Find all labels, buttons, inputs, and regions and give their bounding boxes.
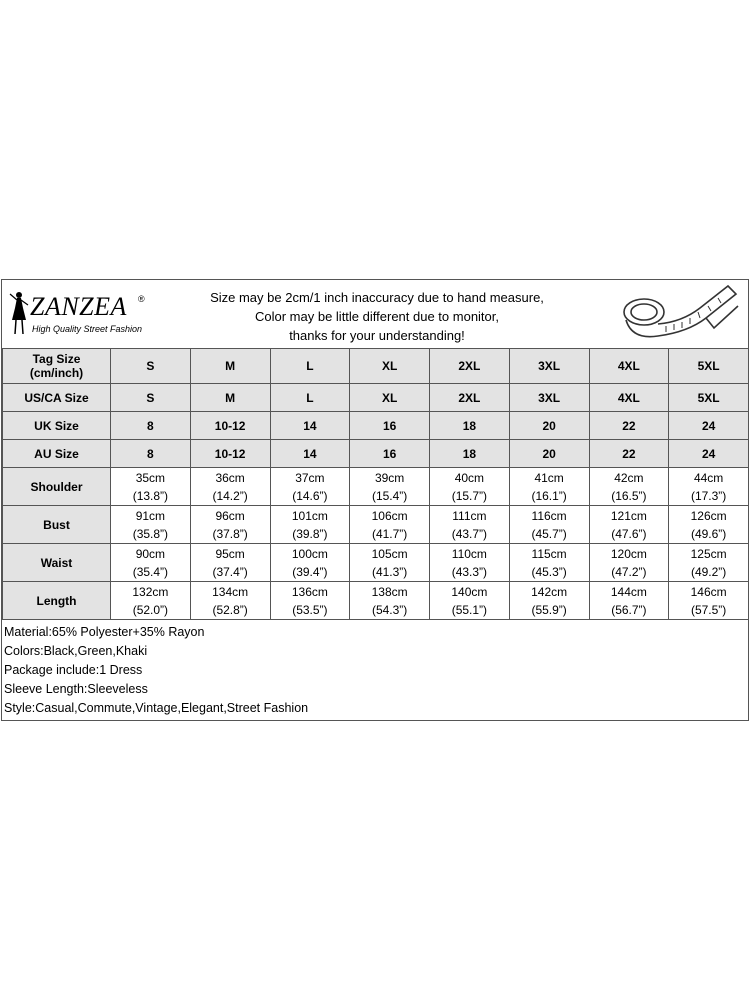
table-cell: 14 [270, 412, 350, 440]
cell-inch-value: (49.2”) [690, 564, 727, 579]
detail-material: Material:65% Polyester+35% Rayon [4, 625, 205, 639]
brand-name: ZANZEA [30, 292, 127, 321]
cell-inch-value: (35.8”) [132, 526, 169, 541]
table-cell [190, 544, 270, 582]
table-cell: M [190, 384, 270, 412]
chart-header [2, 280, 748, 348]
cell-inch-value: (43.3”) [451, 564, 488, 579]
table-cell: S [111, 349, 191, 384]
cell-inch-value: (47.6”) [611, 526, 647, 541]
cell-inch-value: (14.6”) [292, 488, 328, 503]
cell-inch-value: (55.1”) [451, 602, 488, 617]
cell-cm-value: 125cm [690, 546, 727, 561]
cell-cm-value: 126cm [690, 508, 727, 523]
cell-cm-value: 39cm [374, 470, 405, 485]
table-cell [111, 544, 191, 582]
table-cell: 4XL [589, 349, 669, 384]
cell-inch-value: (54.3”) [371, 602, 408, 617]
table-cell [669, 506, 749, 544]
table-cell: 8 [111, 440, 191, 468]
table-cell [270, 544, 350, 582]
table-row [3, 412, 749, 440]
table-cell: L [270, 384, 350, 412]
cell-cm-value: 140cm [451, 584, 488, 599]
table-cell [190, 468, 270, 506]
table-row [3, 440, 749, 468]
table-cell: 24 [669, 412, 749, 440]
detail-package: Package include:1 Dress [4, 663, 143, 677]
row-label-us: US/CA Size [3, 384, 111, 412]
table-row [3, 468, 749, 506]
cell-cm-value: 136cm [291, 584, 328, 599]
cell-cm-value: 91cm [135, 508, 166, 523]
cell-cm-value: 36cm [215, 470, 245, 485]
table-cell: L [270, 349, 350, 384]
cell-cm-value: 138cm [371, 584, 408, 599]
table-cell [111, 582, 191, 620]
table-cell [190, 582, 270, 620]
table-cell [430, 582, 510, 620]
cell-cm-value: 142cm [531, 584, 568, 599]
cell-cm-value: 42cm [614, 470, 644, 485]
cell-cm-value: 121cm [610, 508, 647, 523]
table-cell: 3XL [509, 384, 589, 412]
fashion-figure-icon [8, 290, 30, 336]
cell-inch-value: (47.2”) [611, 564, 647, 579]
cell-inch-value: (16.5”) [611, 488, 647, 503]
table-cell: 16 [350, 412, 430, 440]
cell-inch-value: (35.4”) [132, 564, 169, 579]
table-cell [350, 506, 430, 544]
table-cell [270, 468, 350, 506]
table-row [3, 582, 749, 620]
cell-inch-value: (45.7”) [531, 526, 567, 541]
row-label-au: AU Size [3, 440, 111, 468]
measuring-tape-icon [618, 282, 740, 346]
cell-cm-value: 41cm [534, 470, 564, 485]
cell-cm-value: 120cm [610, 546, 647, 561]
cell-inch-value: (43.7”) [451, 526, 488, 541]
cell-cm-value: 90cm [135, 546, 166, 561]
cell-inch-value: (56.7”) [611, 602, 647, 617]
table-cell: 2XL [430, 349, 510, 384]
table-cell [430, 468, 510, 506]
table-cell [430, 544, 510, 582]
table-cell [509, 468, 589, 506]
table-cell: 10-12 [190, 412, 270, 440]
table-row [3, 349, 749, 384]
table-cell [270, 506, 350, 544]
size-chart-sheet [1, 279, 749, 721]
cell-inch-value: (41.7”) [371, 526, 408, 541]
cell-inch-value: (37.8”) [212, 526, 248, 541]
table-cell [111, 468, 191, 506]
cell-cm-value: 132cm [132, 584, 169, 599]
table-cell: 10-12 [190, 440, 270, 468]
cell-inch-value: (53.5”) [292, 602, 328, 617]
detail-colors: Colors:Black,Green,Khaki [4, 644, 148, 658]
cell-inch-value: (57.5”) [690, 602, 727, 617]
table-cell [190, 506, 270, 544]
row-label-waist: Waist [3, 544, 111, 582]
notice-line: Color may be little different due to monitor, [255, 309, 499, 324]
table-cell [509, 506, 589, 544]
notice-line: Size may be 2cm/1 inch inaccuracy due to hand measure, [210, 290, 544, 305]
cell-cm-value: 111cm [452, 508, 487, 523]
table-cell: 2XL [430, 384, 510, 412]
cell-inch-value: (41.3”) [371, 564, 408, 579]
cell-inch-value: (52.0”) [132, 602, 169, 617]
table-row [3, 384, 749, 412]
table-cell [430, 506, 510, 544]
table-cell: 5XL [669, 349, 749, 384]
cell-cm-value: 106cm [371, 508, 408, 523]
table-cell [350, 544, 430, 582]
table-cell [509, 544, 589, 582]
cell-inch-value: (39.8”) [292, 526, 328, 541]
table-cell [509, 582, 589, 620]
cell-cm-value: 35cm [135, 470, 166, 485]
row-label-bust: Bust [3, 506, 111, 544]
cell-inch-value: (45.3”) [531, 564, 567, 579]
table-cell [589, 468, 669, 506]
cell-cm-value: 116cm [531, 508, 567, 523]
table-row [3, 544, 749, 582]
table-cell: XL [350, 349, 430, 384]
cell-cm-value: 101cm [291, 508, 328, 523]
table-cell [589, 544, 669, 582]
cell-inch-value: (15.7”) [451, 488, 488, 503]
size-table [2, 348, 749, 620]
row-label-length: Length [3, 582, 111, 620]
table-cell [111, 506, 191, 544]
cell-cm-value: 110cm [451, 546, 487, 561]
cell-cm-value: 144cm [610, 584, 647, 599]
table-cell: 20 [509, 440, 589, 468]
product-details [4, 623, 308, 718]
measurement-notice [202, 288, 552, 345]
cell-inch-value: (37.4”) [212, 564, 248, 579]
measurement-rows [3, 468, 749, 620]
cell-cm-value: 146cm [690, 584, 727, 599]
cell-cm-value: 44cm [693, 470, 724, 485]
cell-cm-value: 95cm [215, 546, 245, 561]
detail-style: Style:Casual,Commute,Vintage,Elegant,Street Fashion [4, 701, 309, 715]
table-cell: 24 [669, 440, 749, 468]
table-cell: 18 [430, 440, 510, 468]
table-row [3, 506, 749, 544]
cell-inch-value: (17.3”) [690, 488, 727, 503]
cell-inch-value: (15.4”) [371, 488, 408, 503]
table-cell [669, 468, 749, 506]
cell-inch-value: (39.4”) [292, 564, 328, 579]
table-cell [669, 582, 749, 620]
cell-inch-value: (49.6”) [690, 526, 727, 541]
table-cell: 22 [589, 440, 669, 468]
table-cell: M [190, 349, 270, 384]
table-cell [350, 468, 430, 506]
table-cell: 8 [111, 412, 191, 440]
cell-inch-value: (52.8”) [212, 602, 248, 617]
table-cell [350, 582, 430, 620]
table-cell [669, 544, 749, 582]
table-cell [270, 582, 350, 620]
detail-sleeve: Sleeve Length:Sleeveless [4, 682, 148, 696]
row-label-uk: UK Size [3, 412, 111, 440]
cell-cm-value: 40cm [454, 470, 485, 485]
table-cell: 22 [589, 412, 669, 440]
brand-logo [8, 288, 158, 340]
table-cell [589, 506, 669, 544]
table-cell: 16 [350, 440, 430, 468]
table-cell: 18 [430, 412, 510, 440]
cell-cm-value: 134cm [212, 584, 249, 599]
cell-cm-value: 105cm [371, 546, 408, 561]
table-cell: 3XL [509, 349, 589, 384]
table-cell: 14 [270, 440, 350, 468]
row-label-tag-size: Tag Size (cm/inch) [3, 349, 111, 384]
table-cell [589, 582, 669, 620]
cell-cm-value: 115cm [531, 546, 567, 561]
cell-cm-value: 100cm [291, 546, 328, 561]
brand-tagline: High Quality Street Fashion [32, 324, 143, 334]
table-cell: 4XL [589, 384, 669, 412]
cell-cm-value: 37cm [295, 470, 325, 485]
cell-inch-value: (16.1”) [531, 488, 567, 503]
cell-cm-value: 96cm [215, 508, 245, 523]
cell-inch-value: (55.9”) [531, 602, 567, 617]
registered-mark: ® [138, 294, 145, 304]
table-cell: S [111, 384, 191, 412]
table-cell: 20 [509, 412, 589, 440]
table-cell: XL [350, 384, 430, 412]
row-label-shoulder: Shoulder [3, 468, 111, 506]
table-cell: 5XL [669, 384, 749, 412]
cell-inch-value: (13.8”) [132, 488, 169, 503]
cell-inch-value: (14.2”) [212, 488, 248, 503]
notice-line: thanks for your understanding! [289, 328, 465, 343]
